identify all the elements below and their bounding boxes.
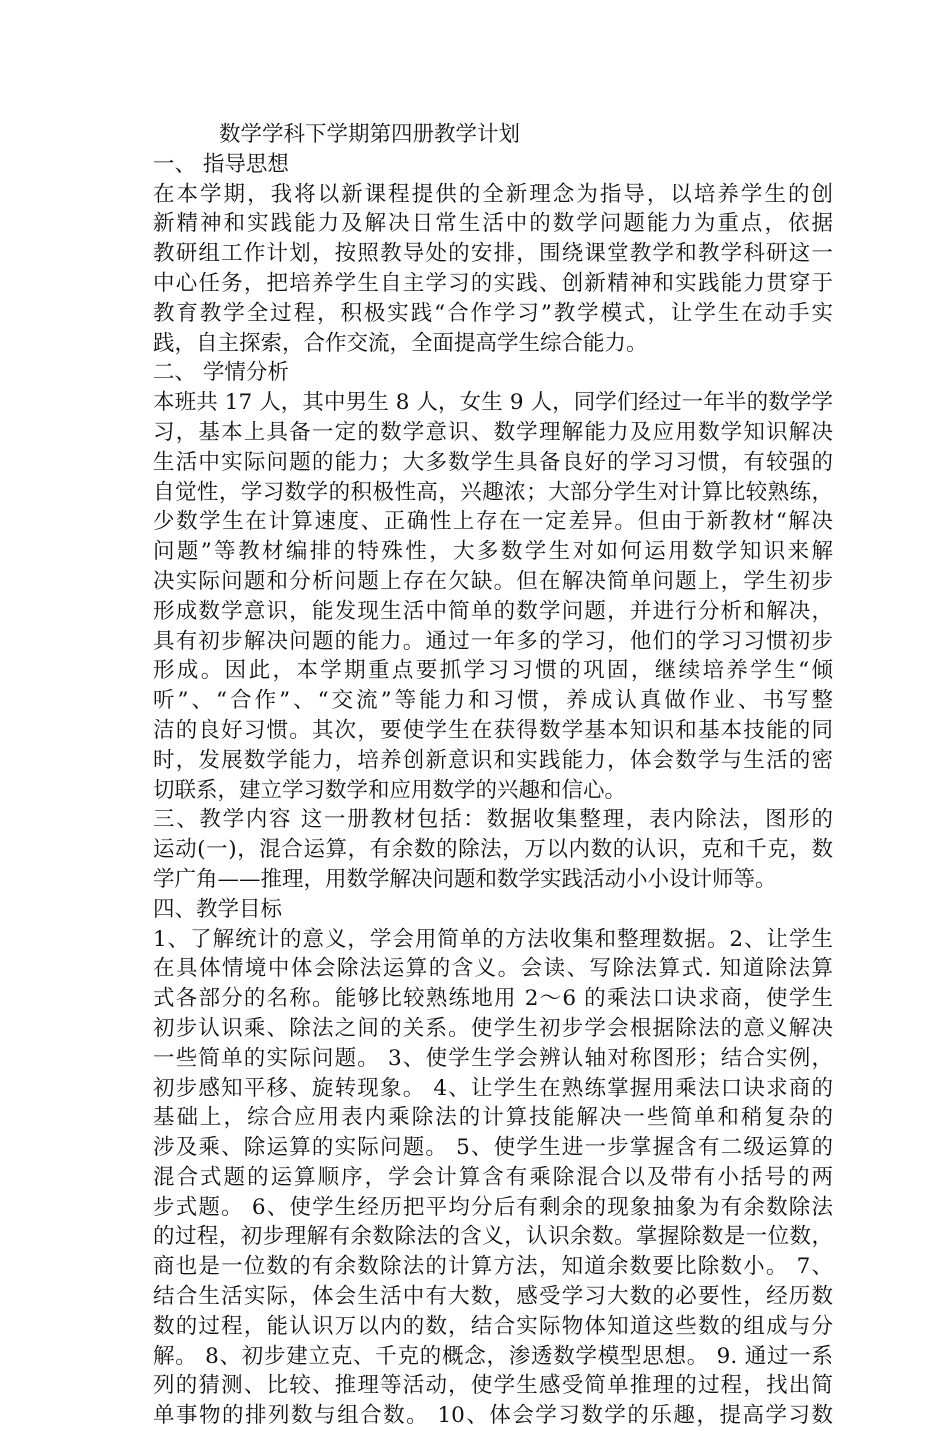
paragraph-line: 初步认识乘、除法之间的关系。使学生初步学会根据除法的意义解决	[153, 1015, 833, 1041]
paragraph-line: 听”、“合作”、“交流”等能力和习惯，养成认真做作业、书写整	[153, 688, 833, 714]
paragraph-line: 在具体情境中体会除法运算的含义。会读、写除法算式. 知道除法算	[153, 956, 833, 982]
paragraph-line: 列的猜测、比较、推理等活动，使学生感受简单推理的过程，找出简	[153, 1373, 833, 1399]
paragraph-line: 运动(一)，混合运算，有余数的除法，万以内数的认识，克和千克，数	[153, 837, 833, 863]
section-body-teaching-content	[153, 805, 833, 894]
section-body-student-analysis	[153, 388, 833, 805]
paragraph-line: 数的过程，能认识万以内的数，结合实际物体知道这些数的组成与分	[153, 1313, 833, 1339]
paragraph-line: 单事物的排列数与组合数。 10、体会学习数学的乐趣，提高学习数	[153, 1403, 833, 1429]
paragraph-line: 问题”等教材编排的特殊性，大多数学生对如何运用数学知识来解	[153, 539, 833, 565]
paragraph-line: 三、教学内容 这一册教材包括：数据收集整理，表内除法，图形的	[153, 807, 833, 833]
paragraph-line: 教研组工作计划，按照教导处的安排，围绕课堂教学和教学科研这一	[153, 241, 833, 267]
paragraph-line: 一些简单的实际问题。 3、使学生学会辨认轴对称图形；结合实例，	[153, 1045, 833, 1071]
paragraph-line: 基础上，综合应用表内乘除法的计算技能解决一些简单和稍复杂的	[153, 1105, 833, 1131]
paragraph-line: 教育教学全过程，积极实践“合作学习”教学模式，让学生在动手实	[153, 300, 833, 326]
paragraph-line: 学广角——推理，用数学解决问题和数学实践活动小小设计师等。	[153, 866, 777, 892]
paragraph-line: 中心任务，把培养学生自主学习的实践、创新精神和实践能力贯穿于	[153, 270, 833, 296]
paragraph-line: 涉及乘、除运算的实际问题。 5、使学生进一步掌握含有二级运算的	[153, 1135, 833, 1161]
section-body-teaching-goals	[153, 925, 833, 1431]
paragraph-line: 步式题。 6、使学生经历把平均分后有剩余的现象抽象为有余数除法	[153, 1194, 833, 1220]
paragraph-line: 初步感知平移、旋转现象。 4、让学生在熟练掌握用乘法口诀求商的	[153, 1075, 833, 1101]
section-heading-student-analysis: 二、 学情分析	[153, 360, 289, 386]
document-title: 数学学科下学期第四册教学计划	[219, 122, 521, 147]
paragraph-line: 具有初步解决问题的能力。通过一年多的学习，他们的学习习惯初步	[153, 628, 833, 654]
paragraph-line: 解。 8、初步建立克、千克的概念，渗透数学模型思想。 9. 通过一系	[153, 1343, 833, 1369]
section-heading-guiding-thought: 一、 指导思想	[153, 151, 289, 177]
paragraph-line: 形成。因此，本学期重点要抓学习习惯的巩固，继续培养学生“倾	[153, 658, 833, 684]
paragraph-line: 自觉性，学习数学的积极性高，兴趣浓；大部分学生对计算比较熟练，	[153, 479, 833, 505]
paragraph-line: 式各部分的名称。能够比较熟练地用 2～6 的乘法口诀求商，使学生	[153, 986, 833, 1012]
paragraph-line: 本班共 17 人，其中男生 8 人，女生 9 人，同学们经过一年半的数学学	[153, 390, 833, 416]
paragraph-line: 混合式题的运算顺序，学会计算含有乘除混合以及带有小括号的两	[153, 1164, 833, 1190]
paragraph-line: 的过程，初步理解有余数除法的含义，认识余数。掌握除数是一位数，	[153, 1224, 833, 1250]
paragraph-line: 践，自主探索，合作交流，全面提高学生综合能力。	[153, 330, 648, 356]
paragraph-line: 决实际问题和分析问题上存在欠缺。但在解决简单问题上，学生初步	[153, 568, 833, 594]
paragraph-line: 商也是一位数的有余数除法的计算方法，知道余数要比除数小。 7、	[153, 1254, 833, 1280]
paragraph-line: 新精神和实践能力及解决日常生活中的数学问题能力为重点，依据	[153, 211, 833, 237]
paragraph-line: 洁的良好习惯。其次，要使学生在获得数学基本知识和基本技能的同	[153, 717, 833, 743]
paragraph-line: 生活中实际问题的能力；大多数学生具备良好的学习习惯，有较强的	[153, 449, 833, 475]
paragraph-line: 形成数学意识，能发现生活中简单的数学问题，并进行分析和解决，	[153, 598, 833, 624]
section-body-guiding-thought	[153, 180, 833, 359]
section-heading-teaching-goals: 四、教学目标	[153, 896, 283, 922]
paragraph-line: 切联系，建立学习数学和应用数学的兴趣和信心。	[153, 777, 627, 803]
paragraph-line: 习，基本上具备一定的数学意识、数学理解能力及应用数学知识解决	[153, 419, 833, 445]
document-page	[153, 120, 833, 1431]
paragraph-line: 1、了解统计的意义，学会用简单的方法收集和整理数据。2、让学生	[153, 926, 833, 952]
paragraph-line: 少数学生在计算速度、正确性上存在一定差异。但由于新教材“解决	[153, 509, 833, 535]
paragraph-line: 结合生活实际，体会生活中有大数，感受学习大数的必要性，经历数	[153, 1284, 833, 1310]
paragraph-line: 在本学期，我将以新课程提供的全新理念为指导，以培养学生的创	[153, 181, 833, 207]
paragraph-line: 时，发展数学能力，培养创新意识和实践能力，体会数学与生活的密	[153, 747, 833, 773]
